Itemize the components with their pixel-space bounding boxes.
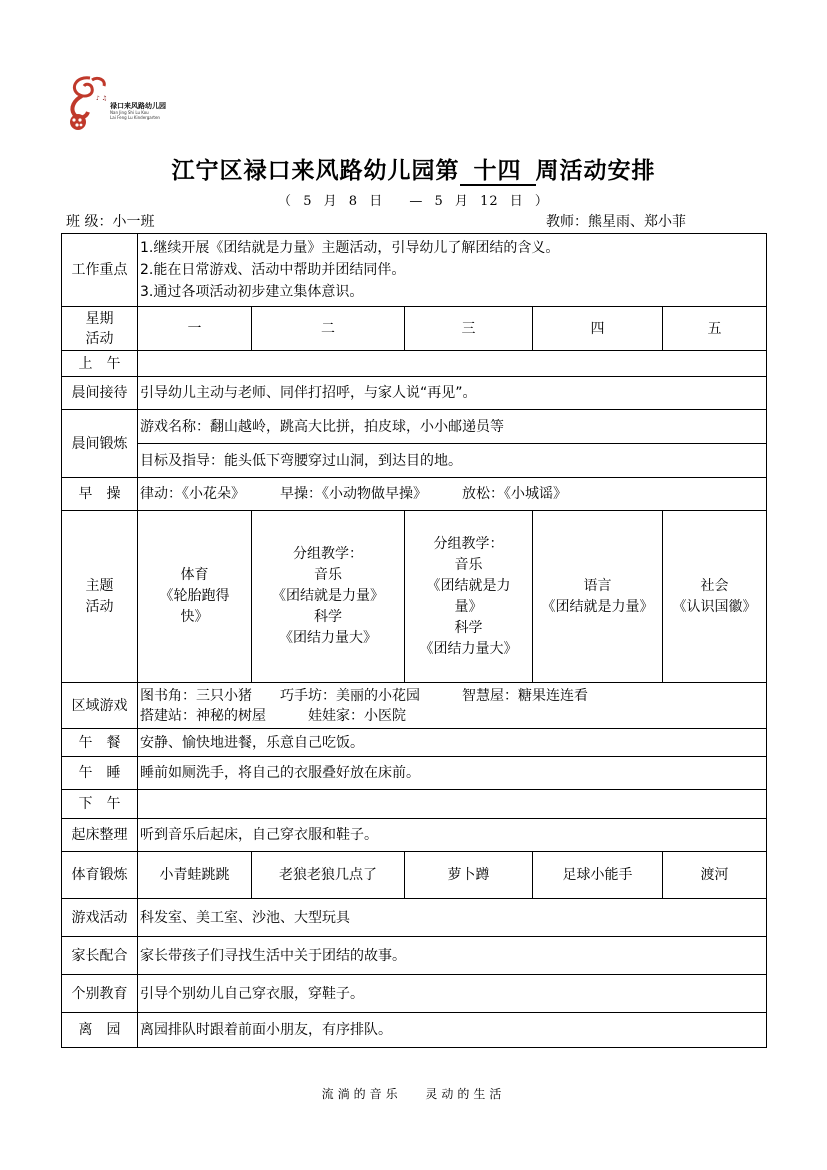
- date-start-month-unit: 月: [323, 194, 338, 209]
- row-leave: [62, 1013, 767, 1048]
- weekday-tue: 二: [252, 307, 405, 351]
- pe-thu: 足球小能手: [533, 852, 663, 899]
- theme-tue-line-5: 《团结力量大》: [279, 630, 377, 646]
- morning-section-blank: [138, 351, 767, 377]
- logo-english-name-1: Nan Jing Shi Lu Kou: [110, 110, 149, 115]
- getup-label: 起床整理: [62, 819, 138, 852]
- date-dash: —: [409, 194, 424, 209]
- header-label-activity: 活动: [85, 330, 114, 347]
- theme-mon-line-2: 《轮胎跑得: [159, 588, 230, 604]
- school-logo: [64, 74, 194, 134]
- pe-wed: 萝卜蹲: [405, 852, 533, 899]
- nap-label: 午 睡: [62, 757, 138, 790]
- work-focus-content: [138, 234, 767, 307]
- theme-tue-line-1: 分组教学：: [293, 546, 363, 562]
- theme-wed-line-2: 音乐: [454, 556, 483, 573]
- title-prefix: 江宁区禄口来风路幼儿园第: [171, 157, 460, 184]
- individual-label: 个别教育: [62, 975, 138, 1013]
- row-work-focus: [62, 234, 767, 307]
- theme-thu-line-1: 语言: [583, 577, 612, 594]
- row-nap: [62, 757, 767, 790]
- weekday-thu: 四: [533, 307, 663, 351]
- reception-label: 晨间接待: [62, 377, 138, 410]
- date-close-paren: ）: [534, 194, 549, 209]
- logo-english-name-2: Lai Feng Lu Kindergarten: [110, 115, 160, 120]
- pe-label: 体育锻炼: [62, 852, 138, 899]
- morning-section-label: 上 午: [62, 351, 138, 377]
- region-content: [138, 683, 767, 729]
- row-getup: [62, 819, 767, 852]
- svg-text:♪ ♫: ♪ ♫: [96, 95, 108, 102]
- theme-fri: [663, 511, 767, 683]
- exercise-label: 晨间锻炼: [62, 410, 138, 478]
- class-label: 班 级：小一班: [66, 214, 155, 230]
- pe-mon: 小青蛙跳跳: [138, 852, 252, 899]
- work-focus-item-1: 1.继续开展《团结就是力量》主题活动，引导幼儿了解团结的含义。: [140, 240, 560, 256]
- date-end-day-unit: 日: [509, 194, 524, 209]
- theme-thu: [533, 511, 663, 683]
- afternoon-section-blank: [138, 790, 767, 819]
- getup-text: 听到音乐后起床，自己穿衣服和鞋子。: [138, 819, 767, 852]
- theme-mon: [138, 511, 252, 683]
- theme-wed: [405, 511, 533, 683]
- theme-label-2: 活动: [85, 598, 114, 615]
- date-start-day: 8: [348, 194, 359, 209]
- individual-text: 引导个别幼儿自己穿衣服，穿鞋子。: [138, 975, 767, 1013]
- date-start-day-unit: 日: [369, 194, 384, 209]
- theme-fri-line-1: 社会: [700, 577, 729, 594]
- pe-fri: 渡河: [663, 852, 767, 899]
- row-region-games: [62, 683, 767, 729]
- row-morning-exercise: [62, 478, 767, 511]
- row-theme-activity: [62, 511, 767, 683]
- theme-mon-line-1: 体育: [180, 567, 209, 583]
- theme-mon-line-3: 快》: [180, 609, 209, 625]
- date-end-month: 5: [434, 194, 444, 209]
- date-start-month: 5: [303, 194, 313, 209]
- theme-thu-line-2: 《团结就是力量》: [541, 598, 654, 615]
- games-label: 游戏活动: [62, 899, 138, 937]
- title-suffix: 周活动安排: [535, 157, 656, 184]
- theme-tue: [252, 511, 405, 683]
- theme-wed-line-5: 科学: [454, 619, 483, 636]
- theme-wed-line-4: 量》: [454, 598, 483, 615]
- games-text: 科发室、美工室、沙池、大型玩具: [138, 899, 767, 937]
- work-focus-item-2: 2.能在日常游戏、活动中帮助并团结同伴。: [140, 262, 406, 278]
- theme-wed-line-1: 分组教学：: [433, 535, 504, 552]
- exercise-game-text: 游戏名称：翻山越岭，跳高大比拼，拍皮球，小小邮递员等: [138, 410, 767, 444]
- region-label: 区域游戏: [62, 683, 138, 729]
- work-focus-label: 工作重点: [62, 234, 138, 307]
- theme-label: [62, 511, 138, 683]
- theme-tue-line-2: 音乐: [314, 567, 342, 583]
- schedule-table: [61, 233, 767, 1048]
- footer-right: 灵动的生活: [425, 1087, 506, 1101]
- parents-text: 家长带孩子们寻找生活中关于团结的故事。: [138, 937, 767, 975]
- weekday-wed: 三: [405, 307, 533, 351]
- afternoon-section-label: 下 午: [62, 790, 138, 819]
- weekday-mon: 一: [138, 307, 252, 351]
- theme-fri-line-2: 《认识国徽》: [672, 598, 757, 615]
- theme-wed-line-6: 《团结力量大》: [419, 640, 518, 657]
- row-individual: [62, 975, 767, 1013]
- row-parents: [62, 937, 767, 975]
- theme-tue-line-3: 《团结就是力量》: [272, 588, 384, 604]
- logo-school-name: 禄口来风路幼儿园: [110, 102, 166, 110]
- row-lunch: [62, 729, 767, 757]
- region-line-2: 搭建站：神秘的树屋 娃娃家：小医院: [140, 707, 406, 724]
- date-range: [0, 190, 827, 209]
- exercise-goal-text: 目标及指导：能头低下弯腰穿过山洞，到达目的地。: [138, 444, 767, 478]
- date-open-paren: （: [278, 194, 293, 209]
- title-week-number: 十四: [460, 158, 536, 186]
- lunch-text: 安静、愉快地进餐，乐意自己吃饭。: [138, 729, 767, 757]
- row-exercise-game: [62, 410, 767, 444]
- row-afternoon-section: [62, 790, 767, 819]
- header-label-week: 星期: [85, 310, 114, 327]
- work-focus-item-3: 3.通过各项活动初步建立集体意识。: [140, 284, 364, 300]
- morning-exercise-label: 早 操: [62, 478, 138, 511]
- nap-text: 睡前如厕洗手，将自己的衣服叠好放在床前。: [138, 757, 767, 790]
- date-end-day: 12: [480, 194, 499, 209]
- row-exercise-goal: [62, 444, 767, 478]
- school-emblem-icon: [64, 74, 114, 134]
- row-reception: [62, 377, 767, 410]
- theme-wed-line-3: 《团结就是力: [426, 577, 511, 594]
- morning-exercise-text: 律动：《小花朵》 早操：《小动物做早操》 放松：《小城谣》: [138, 478, 767, 511]
- parents-label: 家长配合: [62, 937, 138, 975]
- pe-tue: 老狼老狼几点了: [252, 852, 405, 899]
- leave-label: 离 园: [62, 1013, 138, 1048]
- row-weekday-header: [62, 307, 767, 351]
- row-pe: [62, 852, 767, 899]
- weekday-header-label: [62, 307, 138, 351]
- weekday-fri: 五: [663, 307, 767, 351]
- page-footer: [0, 1085, 827, 1102]
- date-end-month-unit: 月: [454, 194, 469, 209]
- footer-left: 流淌的音乐: [321, 1087, 402, 1101]
- theme-tue-line-4: 科学: [314, 609, 342, 625]
- theme-label-1: 主题: [85, 577, 114, 594]
- lunch-label: 午 餐: [62, 729, 138, 757]
- teacher-label: 教师：熊星雨、郑小菲: [546, 214, 686, 230]
- region-line-1: 图书角：三只小猪 巧手坊：美丽的小花园 智慧屋：糖果连连看: [140, 687, 588, 704]
- leave-text: 离园排队时跟着前面小朋友，有序排队。: [138, 1013, 767, 1048]
- row-morning-section: [62, 351, 767, 377]
- reception-text: 引导幼儿主动与老师、同伴打招呼，与家人说“再见”。: [138, 377, 767, 410]
- page-title: [0, 152, 827, 186]
- row-games: [62, 899, 767, 937]
